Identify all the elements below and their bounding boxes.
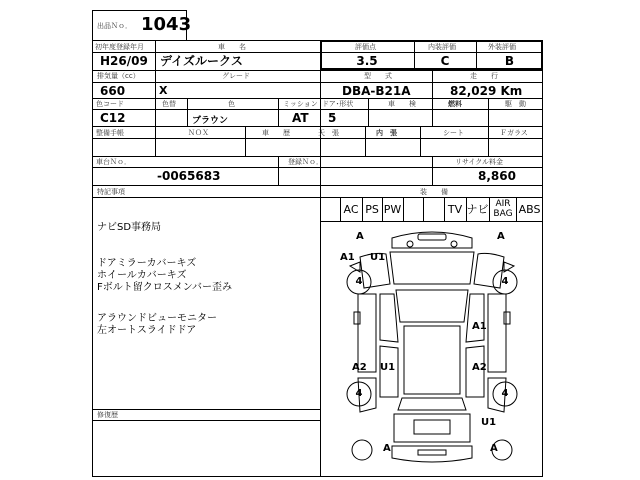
remark-5: アラウンドビューモニター xyxy=(97,313,217,324)
int-trim-label: 内 張 xyxy=(376,129,397,137)
repair-label: 修復歴 xyxy=(97,411,118,419)
equip-tv: TV xyxy=(447,203,463,216)
equipment-label: 装 備 xyxy=(420,188,448,196)
mark-wheel-rl: 4 xyxy=(355,388,363,399)
equip-ps: PS xyxy=(365,203,379,216)
displacement: 660 xyxy=(100,84,126,98)
car-name-label: 車 名 xyxy=(218,43,246,51)
fuel-label: 燃料 xyxy=(448,100,462,108)
mark-wheel-fl: 4 xyxy=(355,276,363,287)
remark-2: ドアミラーカバーキズ xyxy=(97,258,197,269)
color-code-label: 色コード xyxy=(96,100,124,108)
service-label: 整備手帳 xyxy=(96,129,124,137)
mark-front-right: A xyxy=(497,231,505,242)
equip-abs: ABS xyxy=(518,203,541,216)
remark-1: ナビSD事務局 xyxy=(97,222,162,233)
mileage-label: 走 行 xyxy=(470,72,498,80)
mark-u1-front: U1 xyxy=(370,252,386,263)
score: 3.5 xyxy=(356,54,378,68)
mark-rear-left: A xyxy=(383,443,391,454)
mark-wheel-fr: 4 xyxy=(501,276,509,287)
interior-label: 内装評価 xyxy=(428,43,456,51)
sunroof-label: 天 張 xyxy=(318,129,339,137)
mark-u1-mid: U1 xyxy=(380,362,396,373)
model-code: DBA-B21A xyxy=(342,84,411,98)
chassis-label: 車台Ｎｏ． xyxy=(96,158,131,166)
mark-rear-right: A xyxy=(490,443,498,454)
color-value: ブラウン xyxy=(192,116,229,126)
lot-number-label: 出品Ｎｏ． xyxy=(97,22,132,30)
glass-label: Ｆガラス xyxy=(500,129,528,137)
reg-no-label: 登録Ｎｏ． xyxy=(288,158,323,166)
mark-front-left: A xyxy=(356,231,364,242)
reg-date: H26/09 xyxy=(100,54,148,68)
mark-wheel-rr: 4 xyxy=(501,388,509,399)
score-label: 評価点 xyxy=(355,43,376,51)
remark-6: 左オートスライドドア xyxy=(97,325,197,336)
recycle-fee: 8,860 xyxy=(478,169,516,183)
mark-a2-left: A2 xyxy=(352,362,367,373)
lot-number: 1043 xyxy=(141,14,192,35)
color-code: C12 xyxy=(100,111,126,125)
color-label: 色 xyxy=(228,100,235,108)
color-swap-label: 色替 xyxy=(162,100,176,108)
interior-grade: C xyxy=(440,54,450,68)
remark-4: Fボルト留クロスメンバー歪み xyxy=(97,282,233,293)
doors: 5 xyxy=(328,111,337,125)
exterior-label: 外装評価 xyxy=(488,43,516,51)
mark-a1-front: A1 xyxy=(340,252,355,263)
drive-label: 駆 動 xyxy=(505,100,526,108)
seat-label: シート xyxy=(443,129,464,137)
doors-label: ドア･形状 xyxy=(322,100,354,108)
equip-pw: PW xyxy=(383,203,402,216)
history-label: 車 歴 xyxy=(262,129,290,137)
equip-airbag: AIR BAG xyxy=(493,199,513,219)
reg-date-label: 初年度登録年月 xyxy=(95,43,144,51)
grade-label: グレード xyxy=(222,72,250,80)
cc-label: 排気量（cc） xyxy=(97,72,140,80)
mark-u1-rear: U1 xyxy=(481,417,497,428)
mark-a1-right: A1 xyxy=(472,321,487,332)
exterior-grade: B xyxy=(504,54,515,68)
nox-label: ＮＯＸ xyxy=(188,129,209,137)
transmission: AT xyxy=(292,111,309,125)
remark-3: ホイールカバーキズ xyxy=(97,270,187,281)
lot-number-box xyxy=(92,10,192,41)
mark-a2-right: A2 xyxy=(472,362,487,373)
grade: X xyxy=(159,84,168,97)
chassis-number: -0065683 xyxy=(157,169,221,183)
mileage: 82,029 Km xyxy=(450,84,523,98)
remarks-label: 特記事項 xyxy=(97,188,125,196)
equip-ac: AC xyxy=(343,203,359,216)
recycle-label: リサイクル料金 xyxy=(455,158,504,166)
inspection-label: 車 検 xyxy=(388,100,416,108)
equip-navi: ナビ xyxy=(466,203,489,216)
transmission-label: ミッション xyxy=(283,100,318,108)
model-label: 型 式 xyxy=(364,72,392,80)
car-name: デイズルークス xyxy=(160,54,243,68)
